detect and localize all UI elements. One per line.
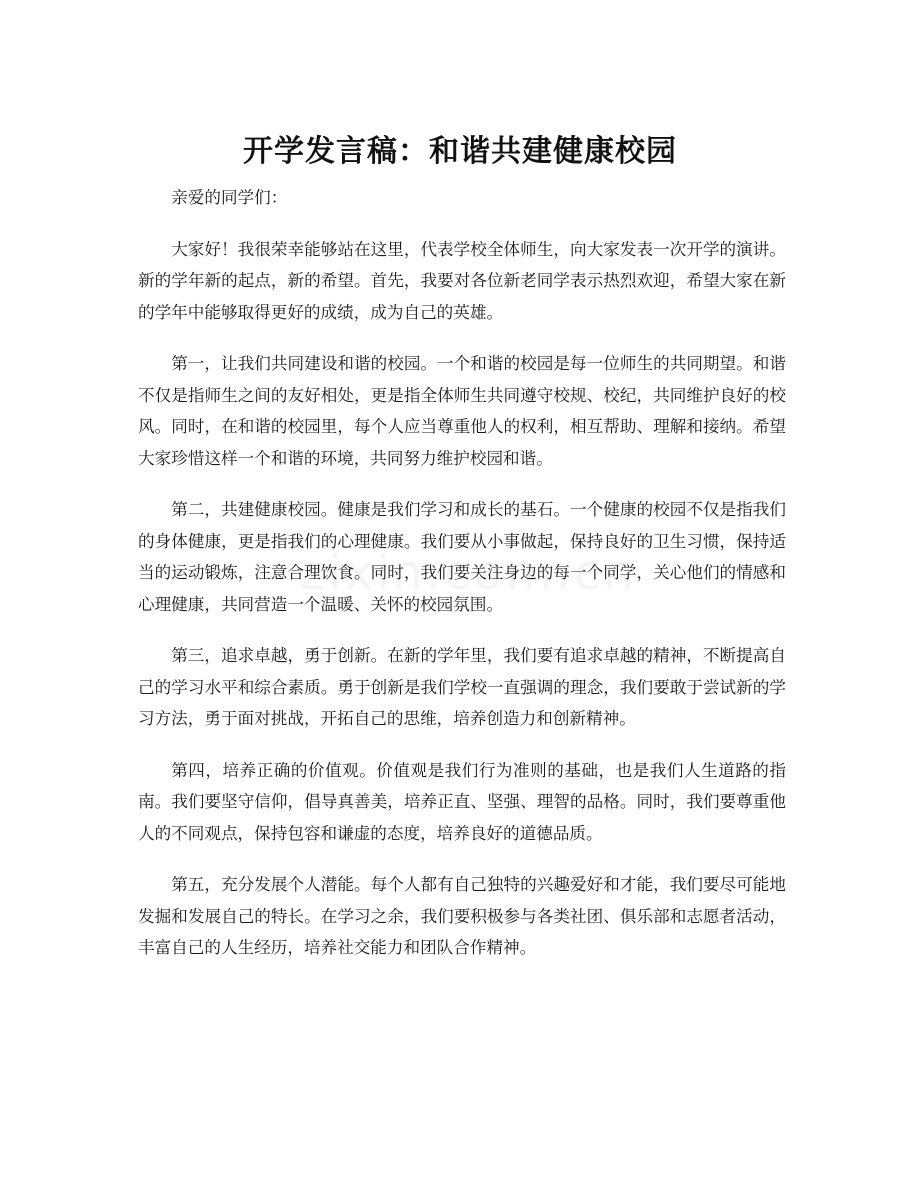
paragraph-intro: 大家好！我很荣幸能够站在这里，代表学校全体师生，向大家发表一次开学的演讲。新的学年新的起点，新的希望。首先，我要对各位新老同学表示热烈欢迎，希望大家在新的学年中能够取得更好的成绩，成为自己的英雄。 bbox=[138, 239, 786, 322]
paragraph-potential: 第五，充分发展个人潜能。每个人都有自己独特的兴趣爱好和才能，我们要尽可能地发掘和发展自己的特长。在学习之余，我们要积极参与各类社团、俱乐部和志愿者活动，丰富自己的人生经历，培养社交能力和团队合作精神。 bbox=[138, 875, 786, 957]
greeting-paragraph: 亲爱的同学们： bbox=[171, 188, 288, 207]
paragraph-health: 第二，共建健康校园。健康是我们学习和成长的基石。一个健康的校园不仅是指我们的身体健康，更是指我们的心理健康。我们要从小事做起，保持良好的卫生习惯，保持适当的运动锻炼，注意合理饮食。同时，我们要关注身边的每一个同学，关心他们的情感和心理健康，共同营造一个温暖、关怀的校园氛围。 bbox=[138, 500, 786, 614]
document-body bbox=[138, 182, 786, 984]
paragraph-values: 第四，培养正确的价值观。价值观是我们行为准则的基础，也是我们人生道路的指南。我们要坚守信仰，倡导真善美，培养正直、坚强、理智的品格。同时，我们要尊重他人的不同观点，保持包容和谦虚的态度，培养良好的道德品质。 bbox=[138, 760, 786, 843]
document-title: 开学发言稿：和谐共建健康校园 bbox=[243, 134, 677, 170]
paragraph-excellence: 第三，追求卓越，勇于创新。在新的学年里，我们要有追求卓越的精神，不断提高自己的学习水平和综合素质。勇于创新是我们学校一直强调的理念，我们要敢于尝试新的学习方法，勇于面对挑战，开拓自己的思维，培养创造力和创新精神。 bbox=[138, 646, 786, 728]
paragraph-harmony: 第一，让我们共同建设和谐的校园。一个和谐的校园是每一位师生的共同期望。和谐不仅是指师生之间的友好相处，更是指全体师生共同遵守校规、校纪，共同维护良好的校风。同时，在和谐的校园里，每个人应当尊重他人的权利，相互帮助、理解和接纳。希望大家珍惜这样一个和谐的环境，共同努力维护校园和谐。 bbox=[138, 354, 786, 468]
